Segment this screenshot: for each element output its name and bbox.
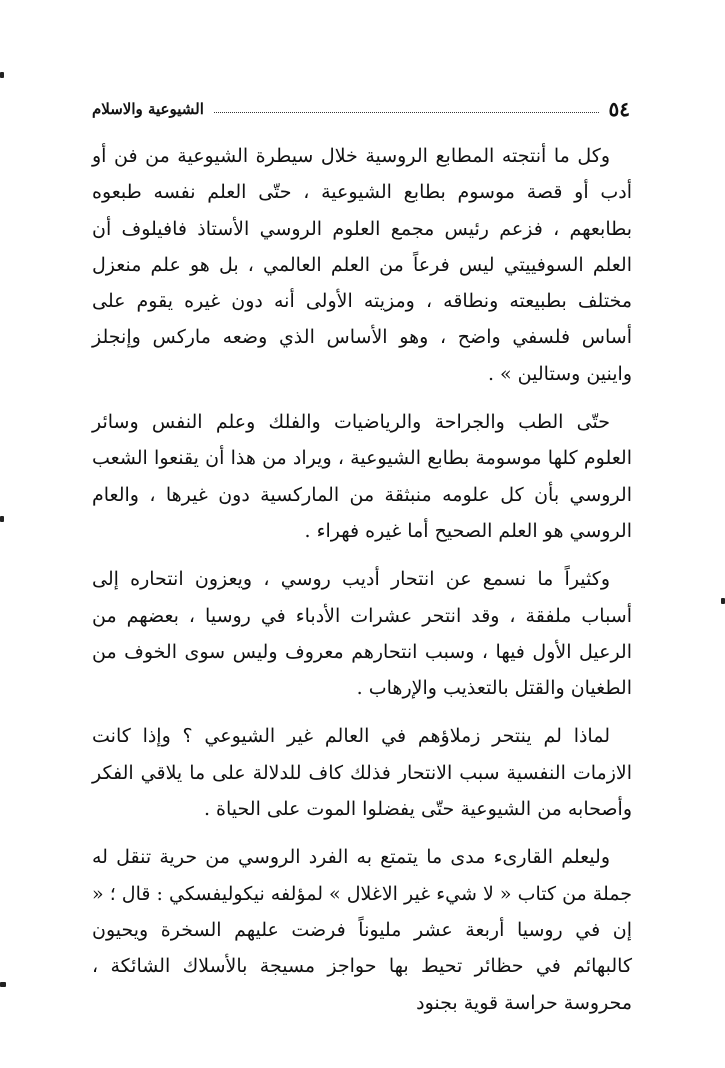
paragraph: وكثيراً ما نسمع عن انتحار أديب روسي ، ويعزون انتحاره إلى أسباب ملفقة ، وقد انتحر عشرات الأدباء في روسيا ، بعضهم من الرعيل الأول فيها ، وسبب انتحارهم معروف وليس سوى الخوف من الطغيان والقتل بالتعذيب والإرهاب .	[92, 568, 632, 700]
scan-edge-mark	[0, 982, 6, 987]
paragraph: وكل ما أنتجته المطابع الروسية خلال سيطرة الشيوعية من فن أو أدب أو قصة موسوم بطابع الشيوعية ، حتّى العلم نفسه طبعوه بطابعهم ، فزعم رئيس مجمع العلوم الروسي الأستاذ فافيلوف أن العلم السوفييتي ليس فرعاً من العلم العالمي ، بل هو علم منعزل مختلف بطبيعته ونطاقه ، ومزيته الأولى أنه دون غيره يقوم على أساس فلسفي واضح ، وهو الأساس الذي وضعه ماركس وإنجلز واينين وستالين » .	[92, 145, 632, 385]
page-number: ٥٤	[608, 97, 630, 121]
body-text	[92, 138, 632, 1021]
header-dotted-rule	[214, 112, 599, 113]
page-header	[92, 96, 630, 122]
scan-edge-mark	[0, 516, 4, 522]
paragraph: وليعلم القارىء مدى ما يتمتع به الفرد الروسي من حرية تنقل له جملة من كتاب « لا شيء غير الاغلال » لمؤلفه نيكوليفسكي : قال ؛ « إن في روسيا أربعة عشر مليوناً فرضت عليهم السخرة ويحيون كالبهائم في حظائر تحيط بها حواجز مسيجة بالأسلاك الشائكة ، محروسة حراسة قوية بجنود	[92, 846, 632, 1014]
paragraph: لماذا لم ينتحر زملاؤهم في العالم غير الشيوعي ؟ وإذا كانت الازمات النفسية سبب الانتحار فذلك كاف للدلالة على ما يلاقي الفكر وأصحابه من الشيوعية حتّى يفضلوا الموت على الحياة .	[92, 725, 632, 821]
paragraph: حتّى الطب والجراحة والرياضيات والفلك وعلم النفس وسائر العلوم كلها موسومة بطابع الشيوعية ، ويراد من هذا أن يقنعوا الشعب الروسي بأن كل علومه منبثقة من الماركسية دون غيرها ، والعام الروسي هو العلم الصحيح أما غيره فهراء .	[92, 411, 632, 542]
scan-edge-mark	[0, 72, 4, 78]
scan-edge-mark	[721, 598, 725, 604]
running-title: الشيوعية والاسلام	[92, 100, 204, 118]
